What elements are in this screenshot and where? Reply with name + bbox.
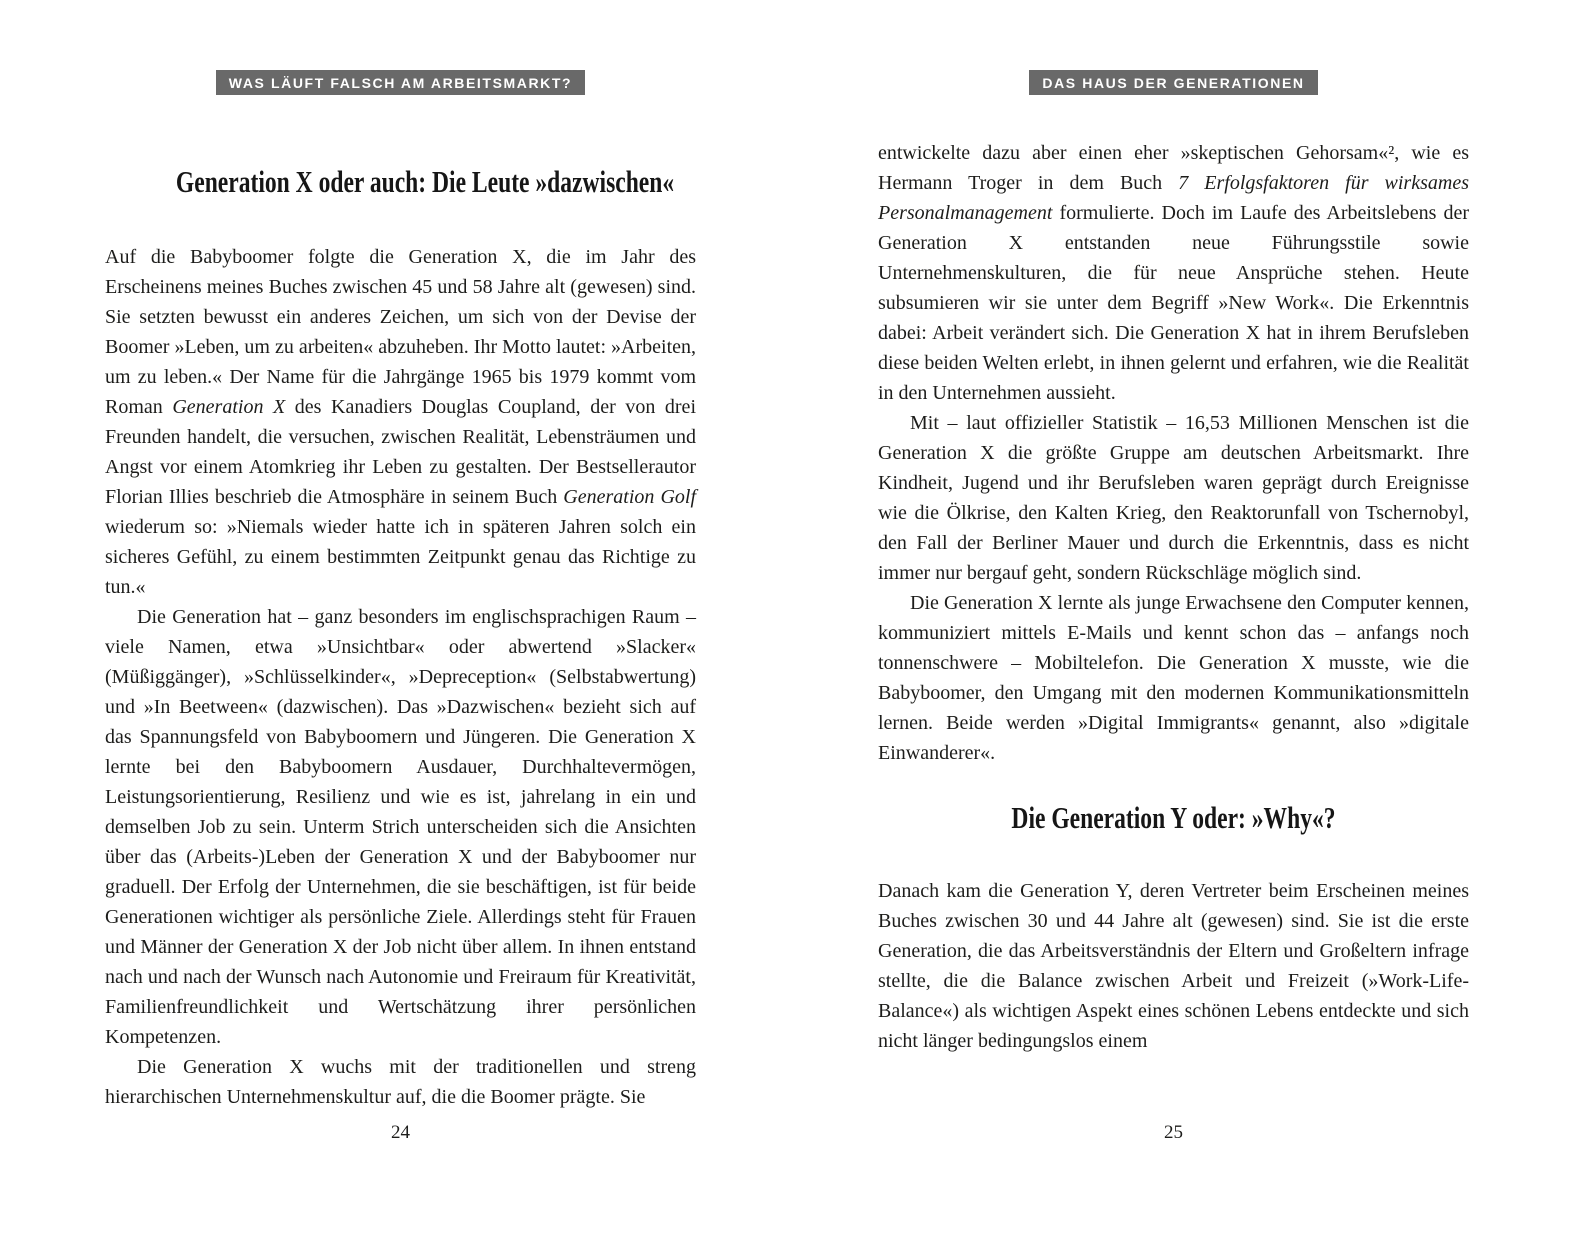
running-head-left: WAS LÄUFT FALSCH AM ARBEITSMARKT? (216, 70, 585, 95)
paragraph: Auf die Babyboomer folgte die Generation X, die im Jahr des Erscheinens meines Buches zwischen 45 und 58 Jahre alt (gewesen) sind. Sie setzten bewusst ein anderes Zeichen, um sich von der Devise der Boomer »Leben, um zu arbeiten« abzuheben. Ihr Motto lautet: »Arbeiten, um zu leben.« Der Name für die Jahrgänge 1965 bis 1979 kommt vom Roman Generation X des Kanadiers Douglas Coupland, der von drei Freunden handelt, die versuchen, zwischen Realität, Lebensträumen und Angst vor einem Atomkrieg ihr Leben zu gestalten. Der Bestsellerautor Florian Illies beschrieb die Atmosphäre in seinem Buch Generation Golf wiederum so: »Niemals wieder hatte ich in späteren Jahren solch ein sicheres Gefühl, zu einem bestimmten Zeitpunkt genau das Richtige zu tun.« (105, 246, 696, 598)
paragraph: entwickelte dazu aber einen eher »skeptischen Gehorsam«², wie es Hermann Troger in dem Buch 7 Erfolgsfaktoren für wirksames Personalmanagement formulierte. Doch im Laufe des Arbeitslebens der Generation X entstanden neue Führungsstile sowie Unternehmenskulturen, die für neue Ansprüche stehen. Heute subsumieren wir sie unter dem Begriff »New Work«. Die Erkenntnis dabei: Arbeit verändert sich. Die Generation X hat in ihrem Berufsleben diese beiden Welten erlebt, in ihnen gelernt und erfahren, wie die Realität in den Unternehmen aussieht. (878, 142, 1469, 404)
section-heading-generation-y: Die Generation Y oder: »Why«? (1011, 800, 1336, 835)
page-left (105, 0, 696, 1240)
paragraph: Die Generation X lernte als junge Erwachsene den Computer kennen, kommuniziert mittels E-Mails und kennt schon das – anfangs noch tonnenschwere – Mobiltelefon. Die Generation X musste, wie die Babyboomer, den Umgang mit den modernen Kommunikationsmitteln lernen. Beide werden »Digital Immigrants« genannt, also »digitale Einwanderer«. (878, 592, 1469, 764)
running-head-left-wrap (105, 70, 696, 95)
page-number-left: 24 (391, 1122, 410, 1143)
paragraph: Die Generation X wuchs mit der traditionellen und streng hierarchischen Unternehmenskultur auf, die die Boomer prägte. Sie (105, 1056, 696, 1108)
running-head-right: DAS HAUS DER GENERATIONEN (1029, 70, 1317, 95)
running-head-right-wrap (878, 70, 1469, 95)
paragraph: Danach kam die Generation Y, deren Vertreter beim Erscheinen meines Buches zwischen 30 und 44 Jahre alt (gewesen) sind. Sie ist die erste Generation, die das Arbeitsverständnis der Eltern und Großeltern infrage stellte, die die Balance zwischen Arbeit und Freizeit (»Work-Life-Balance«) als wichtigen Aspekt eines schönen Lebens entdeckte und sich nicht länger bedingungslos einem (878, 880, 1469, 1052)
page-left-content (105, 138, 696, 1112)
section-heading-generation-x: Generation X oder auch: Die Leute »dazwischen« (175, 164, 675, 199)
body-text-right-bottom (878, 876, 1469, 1056)
page-right (878, 0, 1469, 1240)
page-number-right: 25 (1164, 1122, 1183, 1143)
page-right-content (878, 138, 1469, 1056)
paragraph: Die Generation hat – ganz besonders im englischsprachigen Raum – viele Namen, etwa »Unsichtbar« oder abwertend »Slacker« (Müßiggänger), »Schlüsselkinder«, »Depreception« (Selbstabwertung) und »In Beetween« (dazwischen). Das »Dazwischen« bezieht sich auf das Spannungsfeld von Babyboomern und Jüngeren. Die Generation X lernte bei den Babyboomern Ausdauer, Durchhaltevermögen, Leistungsorientierung, Resilienz und wie es ist, jahrelang in ein und demselben Job zu sein. Unterm Strich unterscheiden sich die Ansichten über das (Arbeits-)Leben der Generation X und der Babyboomer nur graduell. Der Erfolg der Unternehmen, die sie beschäftigen, ist für beide Generationen wichtiger als persönliche Ziele. Allerdings steht für Frauen und Männer der Generation X der Job nicht über allem. In ihnen entstand nach und nach der Wunsch nach Autonomie und Freiraum für Kreativität, Familienfreundlichkeit und Wertschätzung ihrer persönlichen Kompetenzen. (105, 606, 696, 1048)
body-text-left (105, 242, 696, 1112)
paragraph: Mit – laut offizieller Statistik – 16,53 Millionen Menschen ist die Generation X die größte Gruppe am deutschen Arbeitsmarkt. Ihre Kindheit, Jugend und ihr Berufsleben waren geprägt durch Ereignisse wie die Ölkrise, den Kalten Krieg, den Reaktorunfall von Tschernobyl, den Fall der Berliner Mauer und durch die Erkenntnis, dass es nicht immer nur bergauf geht, sondern Rückschläge möglich sind. (878, 412, 1469, 584)
body-text-right-top (878, 138, 1469, 768)
